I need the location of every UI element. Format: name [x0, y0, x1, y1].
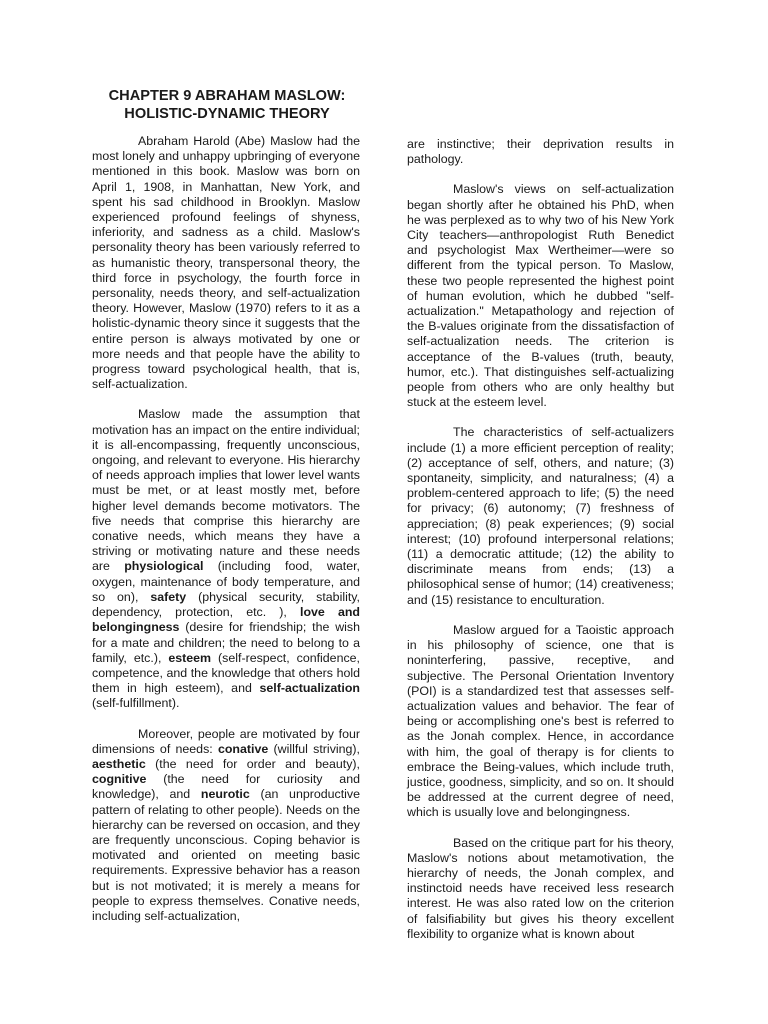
text-run: (including food, water, oxygen, maintenance of body temperature, and so on),	[92, 559, 360, 604]
paragraph-intro: Abraham Harold (Abe) Maslow had the most lonely and unhappy upbringing of everyone mentioned in this book. Maslow was born on April 1, 1908, in Manhattan, New York, and spent his sad childhood in Brooklyn. Maslow experienced profound feelings of shyness, inferiority, and sadness as a child. Maslow's personality theory has been variously referred to as humanistic theory, transpersonal theory, the third force in psychology, the fourth force in personality, needs theory, and self-actualization theory. However, Maslow (1970) refers to it as a holistic-dynamic theory since it suggests that the entire person is always motivated by one or more needs and that people have the ability to progress toward psychological health, that is, self-actualization.	[92, 134, 360, 392]
text-run: Maslow made the assumption that motivation has an impact on the entire individual; it is all-encompassing, frequently unconscious, ongoing, and relevant to everyone. His hierarchy of needs approach implies that lower level wants must be met, or at least mostly met, before higher level demands become motivators. The five needs that comprise this hierarchy are conative needs, which means they have a striving or motivating nature and these needs are	[92, 407, 360, 574]
text-run: (physical security, stability, dependency, protection, etc. ),	[92, 589, 360, 620]
term-conative: conative	[217, 741, 269, 756]
text-run: (the need for order and beauty),	[145, 756, 360, 771]
paragraph-hierarchy	[92, 407, 360, 711]
term-physiological: physiological	[124, 559, 204, 574]
term-aesthetic: aesthetic	[92, 756, 146, 771]
term-self-actualization: self-actualization	[259, 681, 360, 696]
text-run: Moreover, people are motivated by four dimensions of needs:	[92, 726, 360, 756]
text-run: (self-respect, confidence, competence, and the knowledge that others hold them in high esteem), and	[92, 650, 360, 696]
paragraph-characteristics: The characteristics of self-actualizers include (1) a more efficient perception of reality; (2) acceptance of self, others, and nature; (3) spontaneity, simplicity, and naturalness; (4) a problem-centered approach to life; (5) the need for privacy; (6) autonomy; (7) freshness of appreciation; (8) peak experiences; (9) social interest; (10) profound interpersonal relations; (11) a democratic attitude; (12) the ability to discriminate means from ends; (13) a philosophical sense of humor; (14) creativeness; and (15) resistance to enculturation.	[407, 425, 674, 607]
paragraph-continuation: are instinctive; their deprivation results in pathology.	[407, 137, 674, 167]
text-run: (self-fulfillment).	[92, 696, 180, 711]
text-run: (willful striving),	[268, 741, 360, 756]
paragraph-taoistic-approach: Maslow argued for a Taoistic approach in his philosophy of science, one that is noninterfering, passive, receptive, and subjective. The Personal Orientation Inventory (POI) is a standardized test that assesses self-actualization values and behavior. The fear of being or accomplishing one's best is referred to as the Jonah complex. Hence, in accordance with him, the goal of therapy is for clients to embrace the Being-values, which include truth, justice, goodness, simplicity, and so on. It should be addressed at the current degree of need, which is usually love and belongingness.	[407, 622, 674, 820]
term-cognitive: cognitive	[92, 772, 147, 787]
paragraph-critique: Based on the critique part for his theory, Maslow's notions about metamotivation, the hierarchy of needs, the Jonah complex, and instinctoid needs have received less research interest. He was also rated low on the criterion of falsifiability but gives his theory excellent flexibility to organize what is known about	[407, 835, 674, 941]
term-neurotic: neurotic	[200, 787, 250, 802]
paragraph-self-actualization: Maslow's views on self-actualization began shortly after he obtained his PhD, when he was perplexed as to why two of his New York City teachers—anthropologist Ruth Benedict and psychologist Max Wertheimer—were so different from the typical person. To Maslow, these two people represented the highest point of human evolution, which he dubbed "self-actualization." Metapathology and rejection of the B-values originate from the dissatisfaction of self-actualization needs. The criterion is acceptance of the B-values (truth, beauty, humor, etc.). That distinguishes self-actualizing people from others who are only healthy but stuck at the esteem level.	[407, 182, 674, 410]
term-esteem: esteem	[168, 650, 212, 665]
left-column	[92, 134, 360, 924]
text-run: (an unproductive pattern of relating to other people). Needs on the hierarchy can be reversed on occasion, and they are frequently unconscious. Coping behavior is motivated and oriented on meeting basic requirements. Expressive behavior has a reason but is not motivated; it is merely a means for people to express themselves. Conative needs, including self-actualization,	[92, 787, 361, 923]
term-love-and-belongingness: love and belongingness	[92, 605, 360, 635]
right-column	[407, 137, 674, 942]
text-run: (desire for friendship; the wish for a mate and children; the need to belong to a family, etc.),	[92, 620, 360, 665]
term-safety: safety	[150, 589, 187, 604]
text-run: (the need for curiosity and knowledge), and	[92, 772, 360, 802]
paragraph-dimensions	[92, 727, 360, 925]
page-title: CHAPTER 9 ABRAHAM MASLOW: HOLISTIC-DYNAMIC THEORY	[108, 88, 346, 122]
